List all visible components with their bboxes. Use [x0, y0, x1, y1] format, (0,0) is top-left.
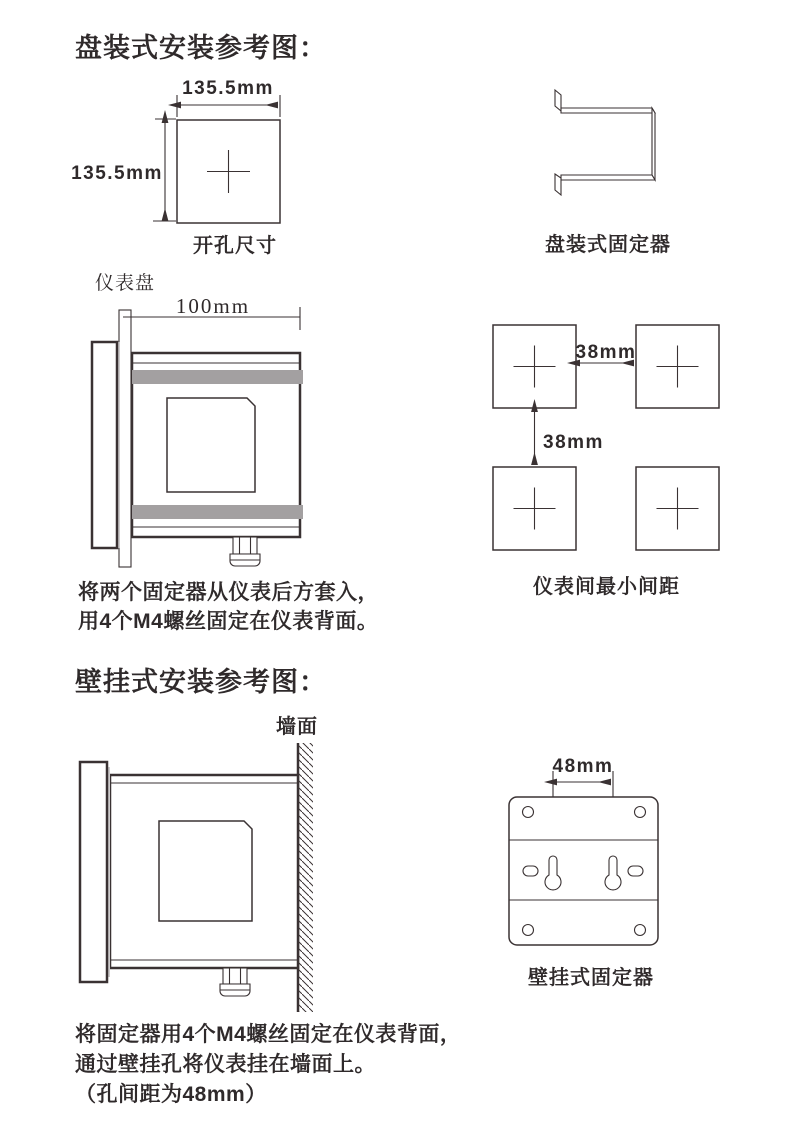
bracket-flange-top: [555, 90, 561, 111]
panel-side-view-diagram: [78, 265, 310, 577]
label-plate-wall: [159, 821, 252, 921]
wall-note-line1: 将固定器用4个M4螺丝固定在仪表背面，: [75, 1023, 462, 1046]
wall-label: 墙面: [276, 716, 318, 738]
bracket-flange-bottom: [555, 174, 561, 195]
fixer-bar-bottom: [132, 505, 303, 519]
fixer-bar-top: [132, 370, 303, 384]
cutout-caption: 开孔尺寸: [193, 235, 277, 257]
height-dim-label: 135.5mm: [71, 163, 163, 184]
bracket-bottom-bar: [561, 175, 655, 180]
label-plate: [167, 398, 255, 492]
wall-side-view-diagram: [78, 735, 323, 1017]
v-spacing-label: 38mm: [543, 432, 604, 453]
cable-gland: [233, 537, 257, 554]
panel-hatch-strip: [119, 310, 131, 567]
wall-install-title: 壁挂式安装参考图：: [75, 667, 327, 697]
panel-bracket-caption: 盘装式固定器: [545, 234, 671, 256]
panel-note-line2: 用4个M4螺丝固定在仪表背面。: [78, 610, 379, 633]
panel-install-note: [78, 578, 379, 636]
cable-gland-wall: [223, 968, 247, 984]
wall-plate-caption: 壁挂式固定器: [528, 967, 654, 989]
screw-hole-tr: [635, 807, 646, 818]
spacing-diagram: [490, 320, 730, 555]
front-bezel-wall: [80, 762, 107, 982]
wall-plate-diagram: [500, 745, 675, 957]
width-dim-label: 135.5mm: [182, 78, 274, 99]
slot-right: [628, 866, 643, 876]
bracket-top-bar: [561, 108, 655, 113]
panel-label: 仪表盘: [95, 273, 156, 294]
panel-bracket-diagram: [540, 85, 680, 213]
wall-hatch-strip: [298, 743, 313, 1012]
bracket-right-bar: [652, 108, 655, 180]
slot-left: [523, 866, 538, 876]
screw-hole-br: [635, 925, 646, 936]
hole-pitch-label: 48mm: [552, 756, 614, 777]
front-bezel: [92, 342, 117, 548]
h-spacing-label: 38mm: [575, 342, 637, 363]
spacing-caption: 仪表间最小间距: [533, 576, 680, 598]
wall-note-line3: （孔间距为48mm）: [75, 1083, 267, 1106]
depth-dim-label: 100mm: [175, 294, 251, 318]
screw-hole-tl: [523, 807, 534, 818]
wall-note-line2: 通过壁挂孔将仪表挂在墙面上。: [75, 1053, 376, 1076]
wall-install-note: [75, 1020, 461, 1110]
panel-note-line1: 将两个固定器从仪表后方套入，: [78, 581, 379, 604]
panel-install-title: 盘装式安装参考图：: [75, 33, 327, 63]
screw-hole-bl: [523, 925, 534, 936]
